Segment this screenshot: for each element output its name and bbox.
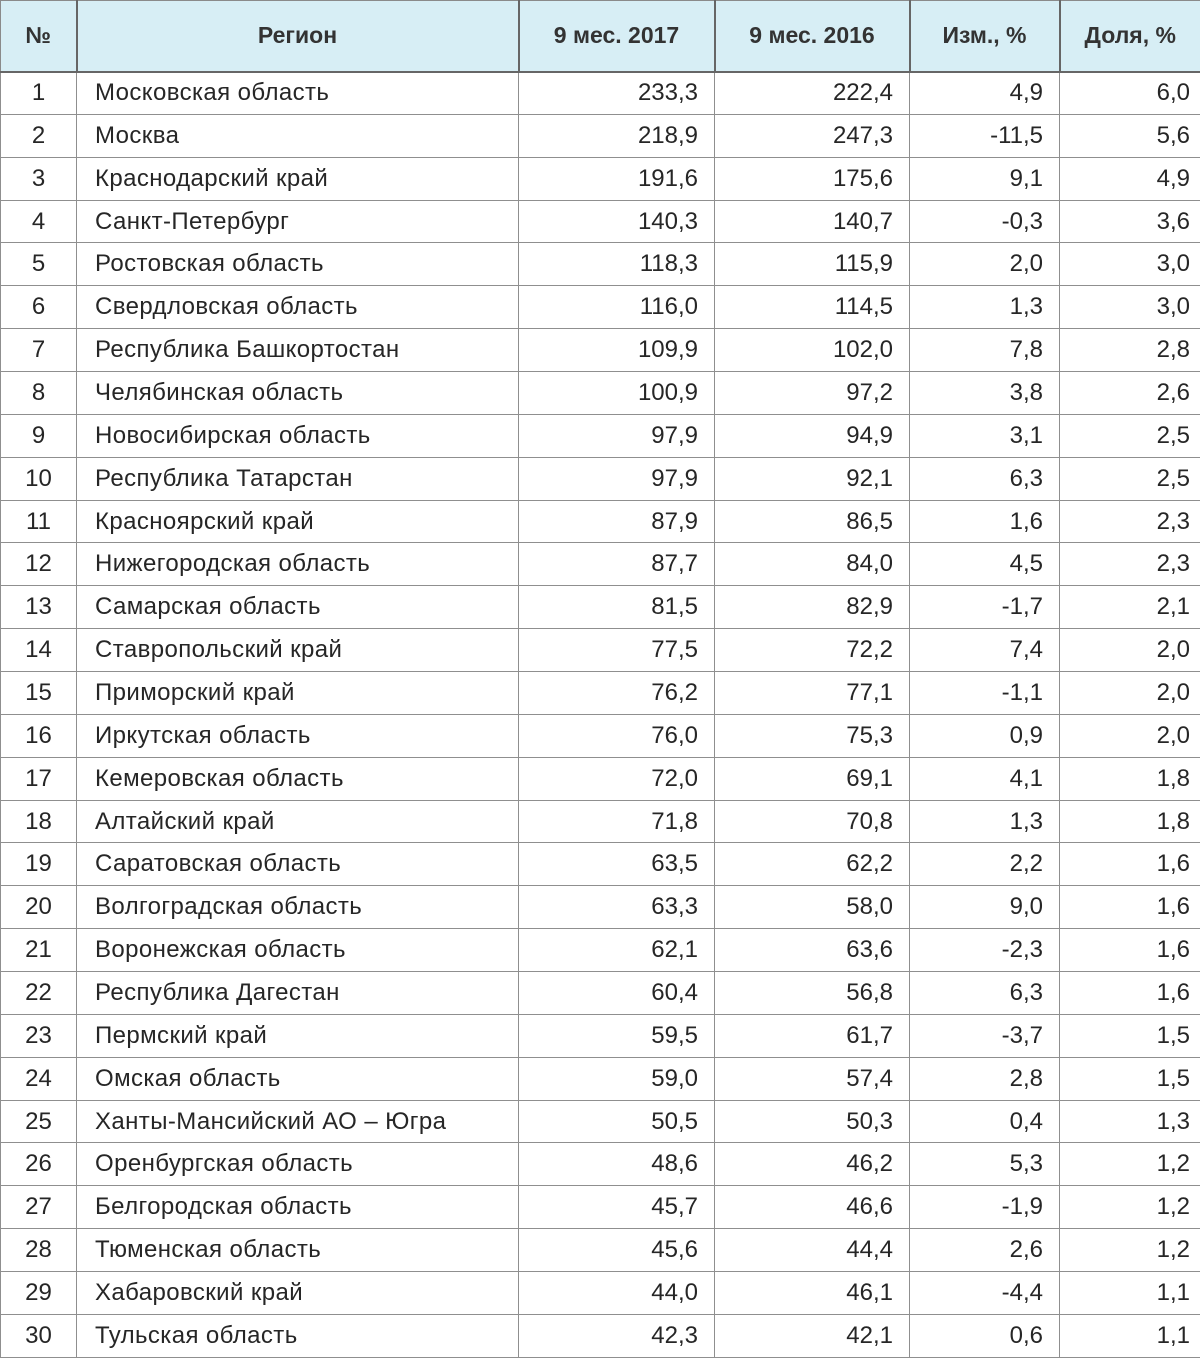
cell-change: 0,4 — [910, 1100, 1060, 1143]
cell-num: 2 — [1, 114, 77, 157]
cell-region: Иркутская область — [77, 714, 519, 757]
cell-2016: 42,1 — [715, 1314, 910, 1357]
cell-region: Оренбургская область — [77, 1143, 519, 1186]
cell-num: 20 — [1, 886, 77, 929]
cell-share: 2,0 — [1060, 714, 1200, 757]
cell-region: Ставропольский край — [77, 629, 519, 672]
table-header — [1, 1, 1200, 72]
cell-2017: 87,9 — [519, 500, 715, 543]
cell-change: -1,9 — [910, 1186, 1060, 1229]
table-row — [1, 200, 1200, 243]
cell-2017: 76,0 — [519, 714, 715, 757]
header-region: Регион — [77, 1, 519, 72]
cell-2017: 63,3 — [519, 886, 715, 929]
cell-region: Кемеровская область — [77, 757, 519, 800]
cell-region: Краснодарский край — [77, 157, 519, 200]
header-2017: 9 мес. 2017 — [519, 1, 715, 72]
cell-change: 2,0 — [910, 243, 1060, 286]
cell-2016: 50,3 — [715, 1100, 910, 1143]
table-row — [1, 1143, 1200, 1186]
cell-region: Пермский край — [77, 1014, 519, 1057]
table-row — [1, 1229, 1200, 1272]
cell-num: 15 — [1, 672, 77, 715]
cell-2016: 46,2 — [715, 1143, 910, 1186]
cell-change: 6,3 — [910, 457, 1060, 500]
table-row — [1, 757, 1200, 800]
cell-region: Новосибирская область — [77, 414, 519, 457]
cell-num: 9 — [1, 414, 77, 457]
cell-share: 1,2 — [1060, 1186, 1200, 1229]
table-row — [1, 714, 1200, 757]
cell-region: Алтайский край — [77, 800, 519, 843]
cell-region: Республика Татарстан — [77, 457, 519, 500]
table-row — [1, 629, 1200, 672]
cell-change: 6,3 — [910, 972, 1060, 1015]
cell-share: 2,3 — [1060, 543, 1200, 586]
cell-share: 3,0 — [1060, 243, 1200, 286]
cell-change: 7,4 — [910, 629, 1060, 672]
cell-num: 11 — [1, 500, 77, 543]
table-row — [1, 1186, 1200, 1229]
table-row — [1, 1100, 1200, 1143]
cell-2016: 57,4 — [715, 1057, 910, 1100]
cell-2016: 84,0 — [715, 543, 910, 586]
cell-change: 2,8 — [910, 1057, 1060, 1100]
cell-change: 2,6 — [910, 1229, 1060, 1272]
cell-change: 0,9 — [910, 714, 1060, 757]
table-row — [1, 1057, 1200, 1100]
cell-share: 5,6 — [1060, 114, 1200, 157]
cell-2016: 70,8 — [715, 800, 910, 843]
cell-region: Омская область — [77, 1057, 519, 1100]
cell-2016: 62,2 — [715, 843, 910, 886]
table-row — [1, 500, 1200, 543]
cell-region: Саратовская область — [77, 843, 519, 886]
cell-2016: 61,7 — [715, 1014, 910, 1057]
cell-region: Самарская область — [77, 586, 519, 629]
cell-num: 3 — [1, 157, 77, 200]
cell-2016: 86,5 — [715, 500, 910, 543]
cell-region: Московская область — [77, 72, 519, 115]
cell-change: 1,3 — [910, 800, 1060, 843]
cell-share: 1,6 — [1060, 886, 1200, 929]
cell-region: Челябинская область — [77, 372, 519, 415]
cell-region: Волгоградская область — [77, 886, 519, 929]
cell-2017: 45,7 — [519, 1186, 715, 1229]
cell-change: 3,1 — [910, 414, 1060, 457]
table-body — [1, 72, 1200, 1358]
cell-2016: 115,9 — [715, 243, 910, 286]
cell-change: 4,9 — [910, 72, 1060, 115]
cell-num: 24 — [1, 1057, 77, 1100]
cell-num: 13 — [1, 586, 77, 629]
cell-region: Приморский край — [77, 672, 519, 715]
cell-change: -2,3 — [910, 929, 1060, 972]
cell-share: 1,2 — [1060, 1229, 1200, 1272]
cell-share: 1,8 — [1060, 757, 1200, 800]
cell-region: Белгородская область — [77, 1186, 519, 1229]
cell-change: 1,3 — [910, 286, 1060, 329]
cell-num: 19 — [1, 843, 77, 886]
cell-2016: 56,8 — [715, 972, 910, 1015]
cell-change: 7,8 — [910, 329, 1060, 372]
cell-2017: 60,4 — [519, 972, 715, 1015]
cell-change: -3,7 — [910, 1014, 1060, 1057]
cell-num: 30 — [1, 1314, 77, 1357]
cell-2016: 72,2 — [715, 629, 910, 672]
cell-2017: 116,0 — [519, 286, 715, 329]
cell-2017: 118,3 — [519, 243, 715, 286]
cell-2016: 69,1 — [715, 757, 910, 800]
cell-share: 1,5 — [1060, 1057, 1200, 1100]
cell-2016: 82,9 — [715, 586, 910, 629]
table-row — [1, 286, 1200, 329]
cell-2017: 191,6 — [519, 157, 715, 200]
cell-region: Свердловская область — [77, 286, 519, 329]
cell-2016: 175,6 — [715, 157, 910, 200]
cell-change: 4,1 — [910, 757, 1060, 800]
cell-2017: 50,5 — [519, 1100, 715, 1143]
cell-change: -11,5 — [910, 114, 1060, 157]
cell-share: 1,1 — [1060, 1314, 1200, 1357]
table-row — [1, 1314, 1200, 1357]
cell-2017: 77,5 — [519, 629, 715, 672]
table-row — [1, 929, 1200, 972]
header-share: Доля, % — [1060, 1, 1200, 72]
table-row — [1, 1272, 1200, 1315]
cell-2017: 62,1 — [519, 929, 715, 972]
cell-2017: 218,9 — [519, 114, 715, 157]
cell-num: 29 — [1, 1272, 77, 1315]
cell-2017: 59,0 — [519, 1057, 715, 1100]
cell-region: Ростовская область — [77, 243, 519, 286]
cell-share: 2,5 — [1060, 457, 1200, 500]
cell-region: Республика Башкортостан — [77, 329, 519, 372]
table-row — [1, 886, 1200, 929]
cell-num: 28 — [1, 1229, 77, 1272]
cell-2016: 46,6 — [715, 1186, 910, 1229]
cell-2017: 109,9 — [519, 329, 715, 372]
table-row — [1, 114, 1200, 157]
cell-2017: 100,9 — [519, 372, 715, 415]
cell-2016: 222,4 — [715, 72, 910, 115]
cell-2016: 247,3 — [715, 114, 910, 157]
cell-2017: 87,7 — [519, 543, 715, 586]
cell-share: 1,6 — [1060, 929, 1200, 972]
cell-share: 1,1 — [1060, 1272, 1200, 1315]
cell-2016: 46,1 — [715, 1272, 910, 1315]
cell-share: 1,8 — [1060, 800, 1200, 843]
table-row — [1, 157, 1200, 200]
header-row — [1, 1, 1200, 72]
cell-share: 1,6 — [1060, 972, 1200, 1015]
header-num: № — [1, 1, 77, 72]
cell-share: 2,0 — [1060, 672, 1200, 715]
cell-2017: 48,6 — [519, 1143, 715, 1186]
table-row — [1, 72, 1200, 115]
table-row — [1, 329, 1200, 372]
cell-2017: 233,3 — [519, 72, 715, 115]
cell-region: Красноярский край — [77, 500, 519, 543]
cell-change: 9,0 — [910, 886, 1060, 929]
cell-share: 6,0 — [1060, 72, 1200, 115]
cell-num: 4 — [1, 200, 77, 243]
cell-num: 26 — [1, 1143, 77, 1186]
cell-num: 16 — [1, 714, 77, 757]
cell-2016: 44,4 — [715, 1229, 910, 1272]
cell-region: Москва — [77, 114, 519, 157]
cell-num: 27 — [1, 1186, 77, 1229]
cell-num: 14 — [1, 629, 77, 672]
cell-2016: 75,3 — [715, 714, 910, 757]
cell-region: Республика Дагестан — [77, 972, 519, 1015]
cell-change: -1,1 — [910, 672, 1060, 715]
cell-num: 5 — [1, 243, 77, 286]
cell-change: 0,6 — [910, 1314, 1060, 1357]
cell-2016: 97,2 — [715, 372, 910, 415]
table-row — [1, 800, 1200, 843]
table-row — [1, 543, 1200, 586]
cell-share: 2,3 — [1060, 500, 1200, 543]
cell-2017: 97,9 — [519, 414, 715, 457]
cell-share: 2,0 — [1060, 629, 1200, 672]
cell-change: -0,3 — [910, 200, 1060, 243]
cell-share: 2,5 — [1060, 414, 1200, 457]
cell-2016: 102,0 — [715, 329, 910, 372]
header-2016: 9 мес. 2016 — [715, 1, 910, 72]
cell-num: 7 — [1, 329, 77, 372]
cell-2017: 81,5 — [519, 586, 715, 629]
cell-2017: 63,5 — [519, 843, 715, 886]
cell-change: 2,2 — [910, 843, 1060, 886]
cell-num: 25 — [1, 1100, 77, 1143]
cell-share: 1,5 — [1060, 1014, 1200, 1057]
header-change: Изм., % — [910, 1, 1060, 72]
cell-region: Тульская область — [77, 1314, 519, 1357]
cell-num: 17 — [1, 757, 77, 800]
cell-2017: 44,0 — [519, 1272, 715, 1315]
cell-region: Нижегородская область — [77, 543, 519, 586]
cell-2017: 76,2 — [519, 672, 715, 715]
cell-change: 1,6 — [910, 500, 1060, 543]
table-row — [1, 843, 1200, 886]
table-row — [1, 1014, 1200, 1057]
cell-share: 1,6 — [1060, 843, 1200, 886]
cell-2016: 94,9 — [715, 414, 910, 457]
cell-share: 2,1 — [1060, 586, 1200, 629]
cell-2016: 92,1 — [715, 457, 910, 500]
cell-change: 3,8 — [910, 372, 1060, 415]
cell-num: 21 — [1, 929, 77, 972]
cell-num: 10 — [1, 457, 77, 500]
cell-2016: 77,1 — [715, 672, 910, 715]
table-row — [1, 414, 1200, 457]
cell-share: 1,2 — [1060, 1143, 1200, 1186]
table-row — [1, 586, 1200, 629]
cell-change: 5,3 — [910, 1143, 1060, 1186]
cell-num: 12 — [1, 543, 77, 586]
cell-share: 3,0 — [1060, 286, 1200, 329]
cell-region: Хабаровский край — [77, 1272, 519, 1315]
cell-change: 9,1 — [910, 157, 1060, 200]
cell-2017: 71,8 — [519, 800, 715, 843]
cell-num: 22 — [1, 972, 77, 1015]
cell-change: -4,4 — [910, 1272, 1060, 1315]
cell-num: 18 — [1, 800, 77, 843]
cell-2016: 63,6 — [715, 929, 910, 972]
cell-2017: 42,3 — [519, 1314, 715, 1357]
cell-share: 2,6 — [1060, 372, 1200, 415]
cell-2016: 58,0 — [715, 886, 910, 929]
cell-2017: 59,5 — [519, 1014, 715, 1057]
cell-2017: 72,0 — [519, 757, 715, 800]
table-row — [1, 457, 1200, 500]
cell-region: Воронежская область — [77, 929, 519, 972]
cell-num: 8 — [1, 372, 77, 415]
cell-2016: 140,7 — [715, 200, 910, 243]
table-row — [1, 972, 1200, 1015]
cell-share: 4,9 — [1060, 157, 1200, 200]
cell-region: Тюменская область — [77, 1229, 519, 1272]
table-row — [1, 672, 1200, 715]
cell-num: 23 — [1, 1014, 77, 1057]
cell-num: 1 — [1, 72, 77, 115]
table-row — [1, 243, 1200, 286]
cell-2016: 114,5 — [715, 286, 910, 329]
cell-2017: 97,9 — [519, 457, 715, 500]
cell-2017: 140,3 — [519, 200, 715, 243]
cell-region: Санкт-Петербург — [77, 200, 519, 243]
cell-share: 3,6 — [1060, 200, 1200, 243]
table-row — [1, 372, 1200, 415]
cell-share: 2,8 — [1060, 329, 1200, 372]
cell-change: -1,7 — [910, 586, 1060, 629]
cell-num: 6 — [1, 286, 77, 329]
cell-change: 4,5 — [910, 543, 1060, 586]
cell-2017: 45,6 — [519, 1229, 715, 1272]
cell-region: Ханты-Мансийский АО – Югра — [77, 1100, 519, 1143]
cell-share: 1,3 — [1060, 1100, 1200, 1143]
